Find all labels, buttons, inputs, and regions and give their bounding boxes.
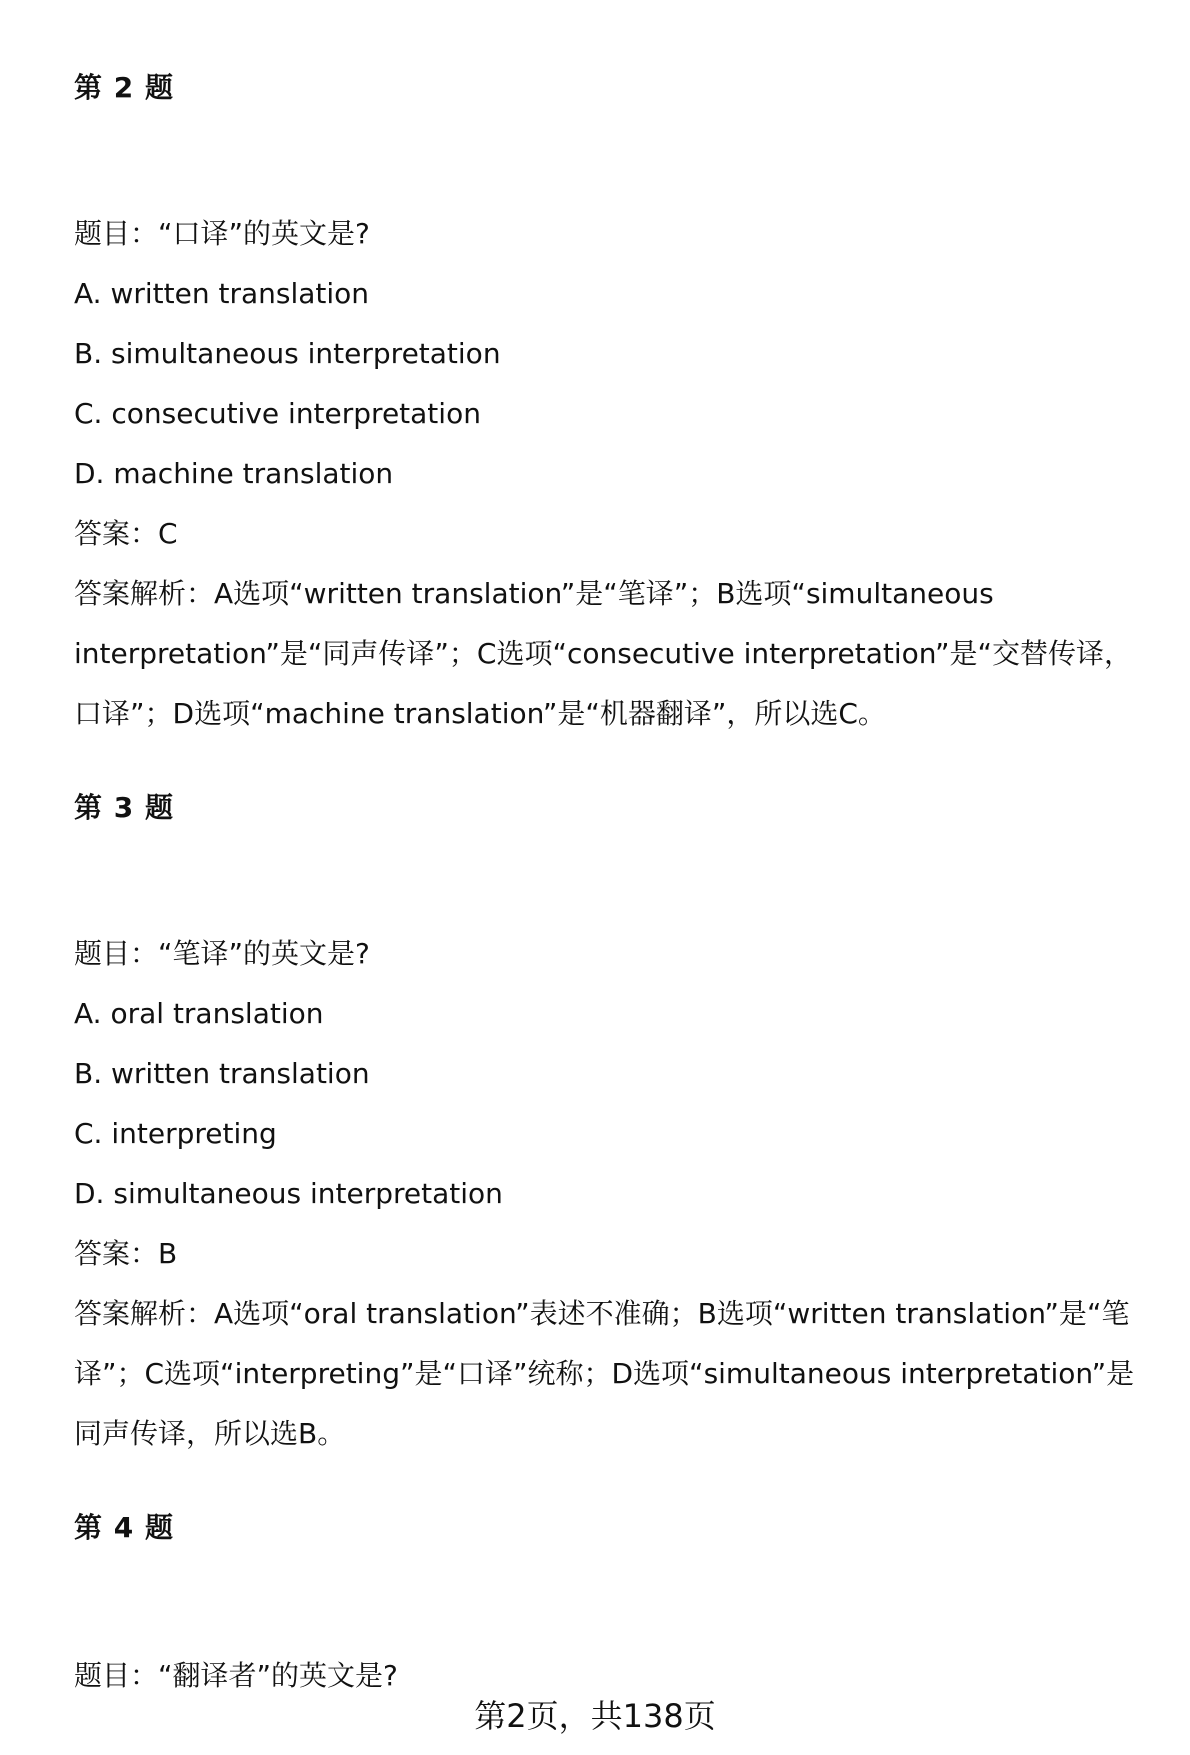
question-2-option-c: C. consecutive interpretation xyxy=(74,397,481,430)
question-2-option-a: A. written translation xyxy=(74,277,370,310)
question-4-title: 第 4 题 xyxy=(74,1511,174,1544)
question-3-title: 第 3 题 xyxy=(74,791,174,824)
question-2-stem: 题目：“口译”的英文是? xyxy=(74,217,370,250)
question-3-stem: 题目：“笔译”的英文是? xyxy=(74,937,370,970)
question-3-explanation: 答案解析：A选项“oral translation”表述不准确；B选项“written translation”是“笔译”；C选项“interpreting”是“口译”统称；D选项“simultaneous interpretation”是同声传译，所以选B。 xyxy=(74,1297,1135,1450)
question-3-option-b: B. written translation xyxy=(74,1057,370,1090)
question-4-stem: 题目：“翻译者”的英文是? xyxy=(74,1659,398,1692)
question-3-option-c: C. interpreting xyxy=(74,1117,277,1150)
question-3-answer: 答案：B xyxy=(74,1237,178,1270)
question-2-title: 第 2 题 xyxy=(74,71,174,104)
question-3-option-a: A. oral translation xyxy=(74,997,324,1030)
page-indicator: 第2页，共138页 xyxy=(474,1697,716,1735)
question-2-option-d: D. machine translation xyxy=(74,457,394,490)
question-2-explanation: 答案解析：A选项“written translation”是“笔译”；B选项“simultaneous interpretation”是“同声传译”；C选项“consecutive interpretation”是“交替传译，口译”；D选项“machine translation”是“机器翻译”，所以选C。 xyxy=(74,577,1133,730)
question-2-answer: 答案：C xyxy=(74,517,178,550)
question-3-option-d: D. simultaneous interpretation xyxy=(74,1177,503,1210)
question-2-option-b: B. simultaneous interpretation xyxy=(74,337,501,370)
